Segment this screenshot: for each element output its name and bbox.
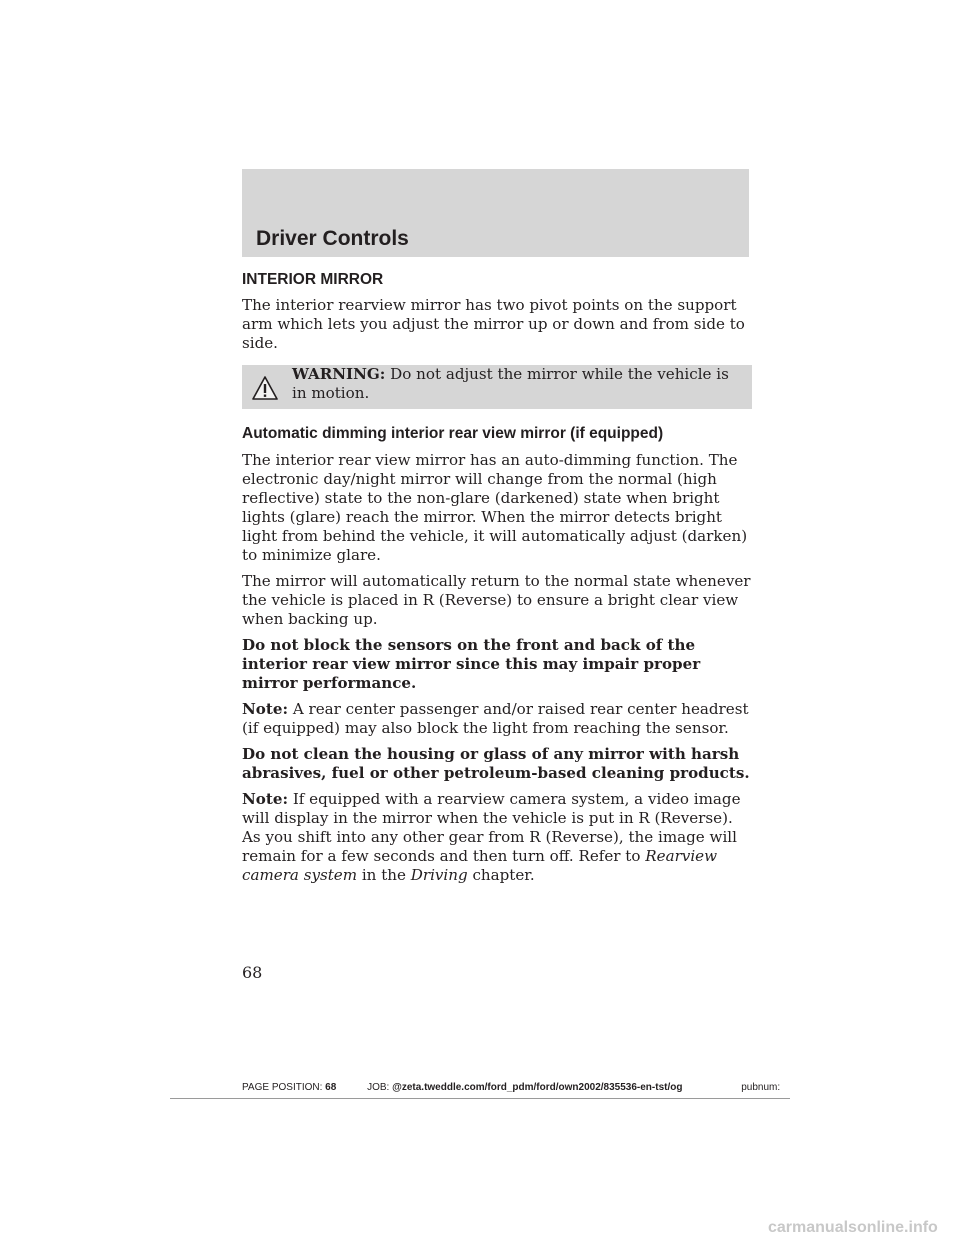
print-footer	[242, 1082, 780, 1093]
watermark: carmanualsonline.info	[768, 1219, 938, 1236]
page-number: 68	[242, 963, 263, 982]
paragraph-sensor-caution: Do not block the sensors on the front and back of the interior rear view mirror since this may impair proper mirror performance.	[242, 636, 701, 692]
page-position-label: PAGE POSITION:	[242, 1082, 323, 1093]
warning-label: WARNING:	[292, 365, 386, 383]
pubnum-label: pubnum:	[741, 1082, 781, 1093]
note-camera	[242, 790, 752, 885]
warning-box	[242, 365, 752, 409]
job-label: JOB:	[367, 1082, 390, 1093]
section-title: INTERIOR MIRROR	[242, 271, 384, 288]
cross-reference-link: Driving	[410, 866, 468, 884]
job-value: @zeta.tweddle.com/ford_pdm/ford/own2002/835536-en-tst/og	[392, 1082, 683, 1093]
chapter-header	[242, 169, 749, 257]
paragraph-reverse: The mirror will automatically return to the normal state whenever the vehicle is placed in R (Reverse) to ensure a bright clear view when backing up.	[242, 572, 751, 628]
paragraph-cleaning-caution: Do not clean the housing or glass of any mirror with harsh abrasives, fuel or other petroleum-based cleaning products.	[242, 745, 750, 782]
chapter-title: Driver Controls	[256, 227, 409, 250]
note-text: in the	[361, 866, 406, 884]
warning-message: Do not adjust the mirror while the vehicle is in motion.	[292, 365, 729, 402]
warning-text	[292, 365, 732, 403]
cross-reference-link: Rearview camera system	[242, 847, 717, 884]
paragraph-auto-dimming: The interior rear view mirror has an auto-dimming function. The electronic day/night mirror will change from the normal (high reflective) state to the non-glare (darkened) state when bright lights (glare) reach the mirror. When the mirror detects bright light from behind the vehicle, it will automatically adjust (darken) to minimize glare.	[242, 451, 748, 564]
intro-paragraph: The interior rearview mirror has two pivot points on the support arm which lets you adjust the mirror up or down and from side to side.	[242, 296, 745, 352]
note-text: chapter.	[472, 866, 535, 884]
subsection-title: Automatic dimming interior rear view mirror (if equipped)	[242, 425, 664, 442]
note-label: Note:	[242, 790, 289, 808]
page-position-value: 68	[325, 1082, 337, 1093]
note-text: A rear center passenger and/or raised rear center headrest (if equipped) may also block the light from reaching the sensor.	[242, 700, 749, 737]
note-text: If equipped with a rearview camera system, a video image will display in the mirror when the vehicle is put in R (Reverse). As you shift into any other gear from R (Reverse), the image will remain for a few seconds and then turn off. Refer to	[242, 790, 741, 865]
warning-triangle-icon	[252, 376, 278, 400]
page-content	[242, 270, 752, 892]
footer-divider	[170, 1098, 790, 1099]
note-label: Note:	[242, 700, 289, 718]
note-headrest	[242, 700, 752, 738]
